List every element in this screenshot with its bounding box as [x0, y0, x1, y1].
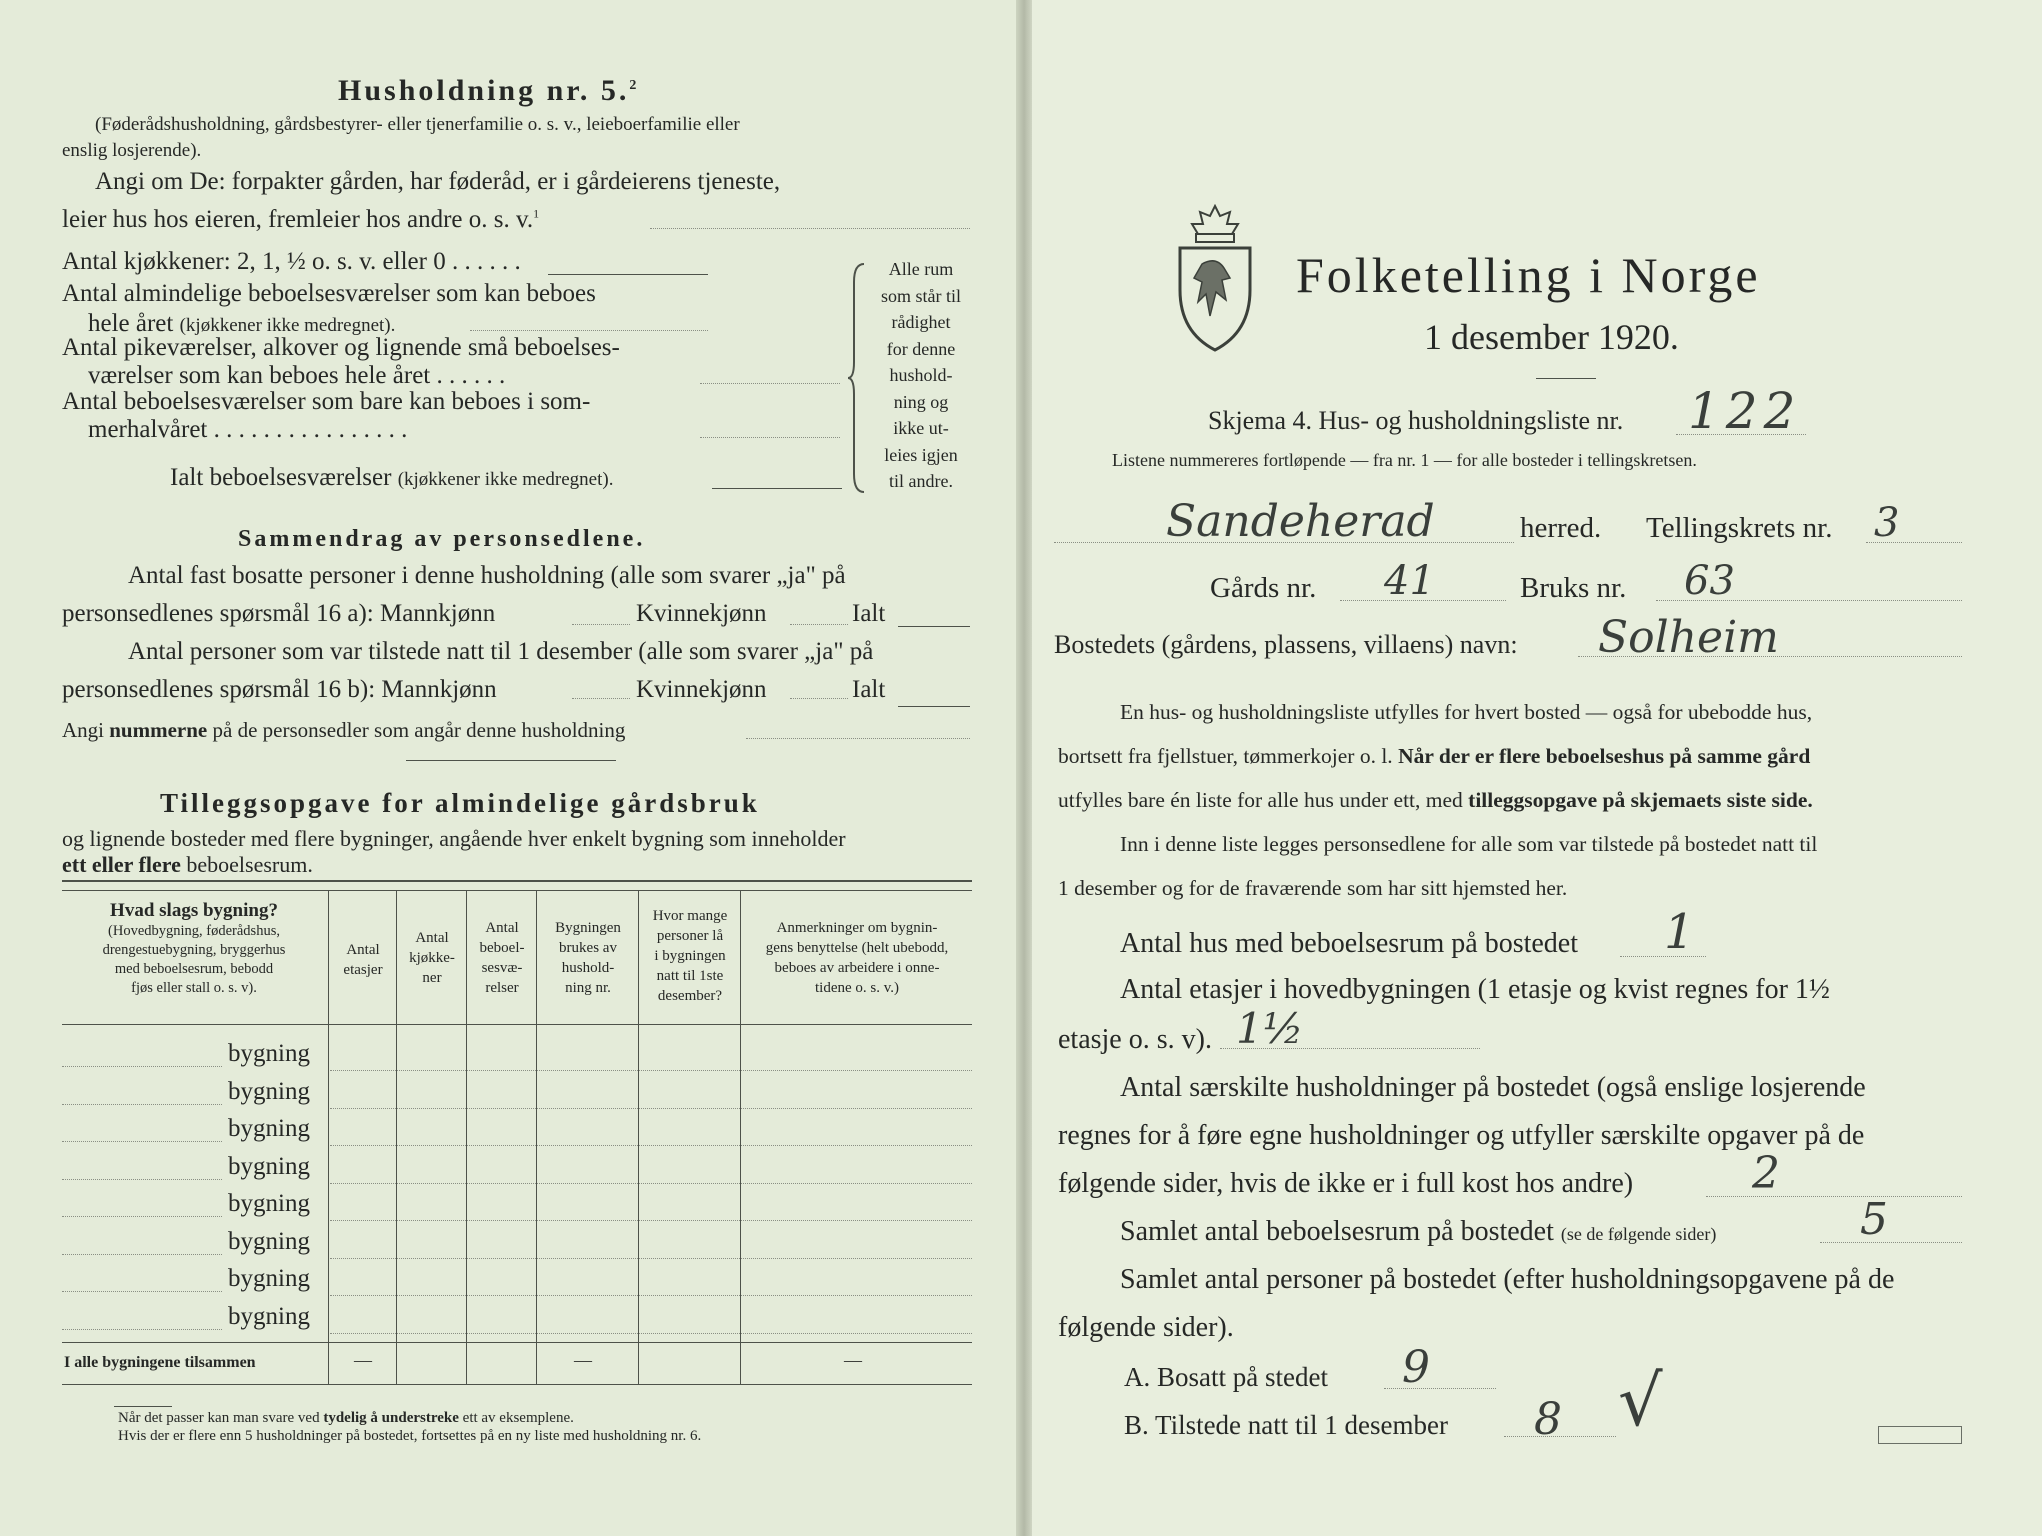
building-row-rule: [330, 1295, 972, 1296]
col-building-type-header: Hvad slags bygning? (Hovedbygning, føderådshus, drengestuebygning, bryggerhus med beboelsesrum, bebodd fjøs eller stall o. s. v).: [102, 900, 286, 996]
table-col-divider-2: [396, 890, 397, 1384]
b-present-label: B. Tilstede natt til 1 desember: [1124, 1410, 1448, 1440]
bruks-line: [1656, 600, 1962, 601]
building-row-fill-line: [62, 1104, 222, 1105]
schema-number-value: 122: [1688, 382, 1802, 440]
b-present-line: [1504, 1436, 1616, 1437]
table-col-divider-6: [740, 890, 741, 1384]
rooms-maid-1: Antal pikeværelser, alkover og lignende små beboelses-: [62, 334, 620, 361]
q-rooms-label: Samlet antal beboelsesrum på bostedet (se de følgende sider): [1120, 1216, 1717, 1247]
building-row-fill-line: [62, 1329, 222, 1330]
para1-line-1: En hus- og husholdningsliste utfylles for hvert bosted — også for ubebodde hus,: [1120, 700, 1813, 724]
herred-value: Sandeherad: [1166, 496, 1435, 547]
para1-line-2: bortsett fra fjellstuer, tømmerkojer o. l. Når der er flere beboelseshus på samme gård: [1058, 744, 1811, 768]
section-divider: [406, 760, 616, 761]
total-remarks-dash: —: [844, 1350, 862, 1370]
bosted-value: Solheim: [1598, 612, 1779, 663]
rooms-summer-1: Antal beboelsesværelser som bare kan beboes i som-: [62, 388, 591, 415]
summary-line-2b: Kvinnekjønn: [636, 600, 767, 627]
summary-title: Sammendrag av personsedlene.: [238, 526, 646, 552]
table-top-rule: [62, 880, 972, 882]
table-col-divider-4: [536, 890, 537, 1384]
brace-note: Alle rum som står til rådighet for denne hushold- ning og ikke ut- leies igjen til andre.: [881, 259, 961, 491]
maid-answer-line: [700, 383, 840, 384]
total-answer-line: [712, 488, 842, 489]
table-header-rule: [62, 1024, 972, 1025]
herred-label: herred.: [1520, 512, 1602, 544]
intro-line-1: Angi om De: forpakter gården, har føderåd, er i gårdeierens tjeneste,: [95, 168, 781, 195]
total-household-dash: —: [574, 1350, 592, 1370]
summary-line-4c: Ialt: [852, 676, 886, 703]
footnote-1: Når det passer kan man svare ved tydelig å understreke ett av eksemplene.: [118, 1410, 574, 1426]
a-resident-value: 9: [1402, 1342, 1430, 1393]
q-rooms-value: 5: [1860, 1194, 1888, 1245]
schema-number-line: [1676, 434, 1806, 435]
printer-stamp: [1878, 1426, 1962, 1444]
building-row-label: bygning: [228, 1190, 310, 1217]
q-rooms-line: [1820, 1242, 1962, 1243]
table-col-divider-1: [328, 890, 329, 1384]
q-floors-value: 1½: [1236, 1004, 1304, 1053]
q-persons-line-2: følgende sider).: [1058, 1312, 1234, 1343]
building-row-label: bygning: [228, 1040, 310, 1067]
table-col-divider-3: [466, 890, 467, 1384]
building-row-rule: [330, 1145, 972, 1146]
total-present-line: [898, 706, 970, 707]
col-persons-header: Hvor mange personer lå i bygningen natt til 1ste desember?: [652, 908, 728, 1004]
intro-line-2: leier hus hos eieren, fremleier hos andre o. s. v.$^1$: [62, 206, 540, 233]
q-households-line: [1706, 1196, 1962, 1197]
building-row-label: bygning: [228, 1227, 310, 1255]
a-resident-label: A. Bosatt på stedet: [1124, 1362, 1328, 1392]
summary-line-5: Angi nummerne på de personsedler som angår denne husholdning: [62, 718, 626, 742]
col-floors-header: Antal etasjer: [343, 942, 383, 978]
b-present-value: 8: [1534, 1394, 1562, 1445]
rooms-maid-2: værelser som kan beboes hele året . . . . . .: [88, 362, 506, 389]
intro-paren-1: (Føderådshusholdning, gårdsbestyrer- eller tjenerfamilie o. s. v., leieboerfamilie eller: [95, 114, 740, 135]
summary-line-3: Antal personer som var tilstede natt til 1 desember (alle som svarer „ja" på: [128, 638, 874, 665]
rooms-ordinary-1: Antal almindelige beboelsesværelser som kan beboes: [62, 280, 596, 307]
household-title: Husholdning nr. 5.$^2$: [338, 74, 640, 107]
summer-answer-line: [700, 437, 840, 438]
bruks-label: Bruks nr.: [1520, 572, 1627, 604]
schema-label: Skjema 4. Hus- og husholdningsliste nr.: [1208, 406, 1624, 435]
kitchens-answer-line: [548, 274, 708, 275]
gards-value: 41: [1384, 558, 1435, 604]
tellingskrets-label: Tellingskrets nr.: [1646, 512, 1833, 544]
female-fixed-line: [790, 624, 848, 625]
q-households-line-3: følgende sider, hvis de ikke er i full kost hos andre): [1058, 1168, 1634, 1199]
q-persons-line-1: Samlet antal personer på bostedet (efter husholdningsopgavene på de: [1120, 1264, 1895, 1295]
col-kitchens-header: Antal kjøkke- ner: [409, 930, 455, 986]
ordinary-answer-line: [470, 330, 708, 331]
q-floors-line: [1220, 1048, 1480, 1049]
building-row-rule: [330, 1258, 972, 1259]
brace-icon: [848, 262, 868, 494]
form-main-title: Folketelling i Norge: [1296, 247, 1761, 303]
building-row-rule: [330, 1070, 972, 1071]
intro-paren-2: enslig losjerende).: [62, 140, 202, 161]
col-remarks-header: Anmerkninger om bygnin- gens benyttelse (helt ubebodd, beboes av arbeidere i onne- tidene o. s. v.): [765, 920, 949, 996]
building-row-label: bygning: [228, 1302, 310, 1330]
building-row-label: bygning: [228, 1115, 310, 1142]
summary-line-1: Antal fast bosatte personer i denne husholdning (alle som svarer „ja" på: [128, 562, 846, 589]
building-row-fill-line: [62, 1066, 222, 1067]
all-buildings-total-label: I alle bygningene tilsammen: [64, 1354, 256, 1371]
q-houses-line: [1620, 956, 1706, 957]
q-houses-value: 1: [1664, 904, 1695, 960]
building-row-fill-line: [62, 1254, 222, 1255]
rooms-kitchens: Antal kjøkkener: 2, 1, ½ o. s. v. eller 0 . . . . . .: [62, 248, 521, 275]
intro-fill-line: [650, 228, 970, 229]
gards-label: Gårds nr.: [1210, 572, 1317, 604]
supplement-line-1: og lignende bosteder med flere bygninger, angående hver enkelt bygning som inneholder: [62, 826, 846, 851]
building-row-label: bygning: [228, 1077, 310, 1105]
tellingskrets-value: 3: [1874, 500, 1900, 546]
q-houses-label: Antal hus med beboelsesrum på bostedet: [1120, 928, 1579, 959]
building-row-fill-line: [62, 1179, 222, 1180]
summary-line-2c: Ialt: [852, 600, 886, 627]
para2-line-1: Inn i denne liste legges personsedlene for alle som var tilstede på bostedet natt til: [1120, 832, 1818, 856]
col-household-header: Bygningen brukes av hushold- ning nr.: [555, 920, 621, 996]
table-total-rule: [62, 1342, 972, 1343]
form-date: 1 desember 1920.: [1424, 317, 1679, 357]
building-row-rule: [330, 1108, 972, 1109]
supplement-title: Tilleggsopgave for almindelige gårdsbruk: [160, 788, 760, 818]
numbers-line: [746, 738, 970, 739]
building-row-fill-line: [62, 1291, 222, 1292]
rooms-summer-2: merhalvåret . . . . . . . . . . . . . . . .: [88, 416, 408, 443]
building-row-rule: [330, 1220, 972, 1221]
male-present-line: [572, 698, 630, 699]
building-row-fill-line: [62, 1141, 222, 1142]
building-row-fill-line: [62, 1216, 222, 1217]
bruks-value: 63: [1684, 558, 1735, 604]
summary-line-4b: Kvinnekjønn: [636, 676, 767, 703]
male-fixed-line: [572, 624, 630, 625]
rooms-total: Ialt beboelsesværelser (kjøkkener ikke medregnet).: [170, 464, 614, 491]
female-present-line: [790, 698, 848, 699]
building-row-rule: [330, 1333, 972, 1334]
table-top-rule-2: [62, 890, 972, 891]
q-floors-line-2: etasje o. s. v).: [1058, 1024, 1212, 1055]
footnote-rule: [114, 1406, 172, 1407]
para1-line-3: utfylles bare én liste for alle hus under ett, med tilleggsopgave på skjemaets siste side.: [1058, 788, 1813, 812]
herred-line: [1054, 542, 1514, 543]
bosted-line: [1578, 656, 1962, 657]
norway-coat-of-arms-icon: [1172, 204, 1258, 352]
rooms-ordinary-2: hele året (kjøkkener ikke medregnet).: [88, 310, 396, 337]
q-households-value: 2: [1752, 1148, 1780, 1199]
footnote-2: Hvis der er flere enn 5 husholdninger på bostedet, fortsettes på en ny liste med husholdning nr. 6.: [118, 1428, 702, 1444]
page-gutter: [1016, 0, 1032, 1536]
summary-line-2: personsedlenes spørsmål 16 a): Mannkjønn: [62, 600, 496, 627]
building-row-label: bygning: [228, 1265, 310, 1292]
summary-line-4: personsedlenes spørsmål 16 b): Mannkjønn: [62, 676, 497, 703]
tellingskrets-line: [1866, 542, 1962, 543]
bosted-label: Bostedets (gårdens, plassens, villaens) navn:: [1054, 630, 1518, 659]
building-row-rule: [330, 1183, 972, 1184]
col-rooms-header: Antal beboel- sesvæ- relser: [479, 920, 525, 996]
table-bottom-rule: [62, 1384, 972, 1385]
total-floors-dash: —: [354, 1350, 372, 1370]
numbering-note: Listene nummereres fortløpende — fra nr. 1 — for alle bosteder i tellingskretsen.: [1112, 450, 1697, 470]
gards-line: [1340, 600, 1506, 601]
check-mark: √: [1618, 1360, 1663, 1442]
table-col-divider-5: [638, 890, 639, 1384]
a-resident-line: [1384, 1388, 1496, 1389]
q-floors-line-1: Antal etasjer i hovedbygningen (1 etasje og kvist regnes for 1½: [1120, 974, 1830, 1005]
title-divider: [1536, 378, 1596, 379]
q-households-line-2: regnes for å føre egne husholdninger og utfyller særskilte opgaver på de: [1058, 1120, 1865, 1151]
building-row-label: bygning: [228, 1152, 310, 1180]
para2-line-2: 1 desember og for de fraværende som har sitt hjemsted her.: [1058, 876, 1568, 900]
supplement-line-2: ett eller flere beboelsesrum.: [62, 852, 313, 877]
q-households-line-1: Antal særskilte husholdninger på bostedet (også enslige losjerende: [1120, 1072, 1866, 1103]
total-fixed-line: [898, 626, 970, 627]
